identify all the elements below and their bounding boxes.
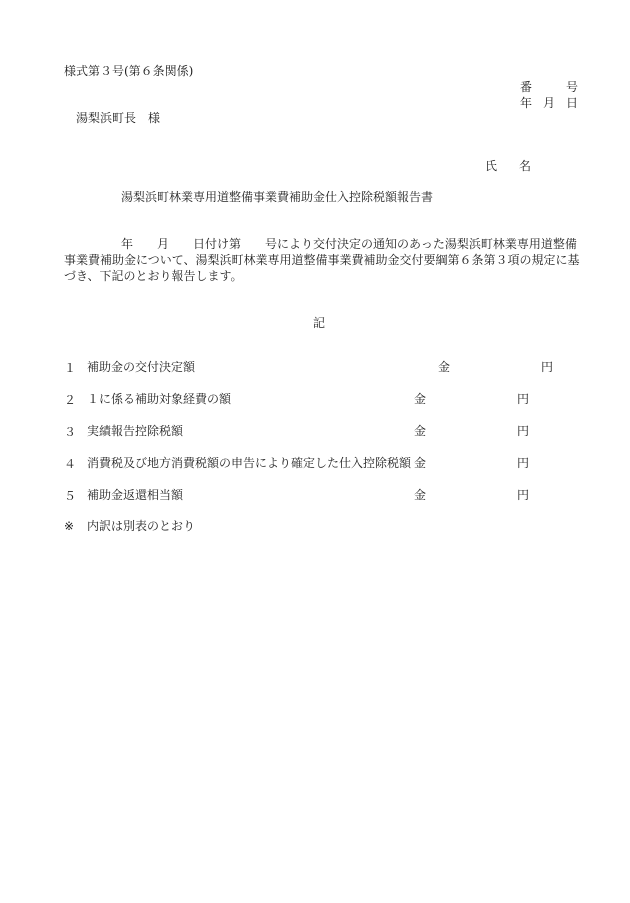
item-label: １に係る補助対象経費の額 [87, 392, 232, 406]
date-label-year: 年 [520, 96, 533, 110]
document-title: 湯梨浜町林業専用道整備事業費補助金仕入控除税額報告書 [121, 190, 434, 204]
date-label-month: 月 [543, 96, 556, 110]
ki-heading: 記 [313, 316, 326, 330]
date-label-day: 日 [566, 96, 579, 110]
item-label: 補助金の交付決定額 [87, 360, 196, 374]
list-item [0, 391, 630, 407]
item-number: １ [64, 361, 77, 375]
body-line-1: 年 月 日付け第 号により交付決定の通知のあった湯梨浜町林業専用道整備 [121, 237, 577, 251]
item-kin: 金 [438, 360, 451, 374]
number-label-go: 号 [566, 80, 579, 94]
list-item [0, 423, 630, 439]
name-label-shi: 氏 [485, 159, 498, 173]
item-en: 円 [517, 488, 530, 502]
item-label: 消費税及び地方消費税額の申告により確定した仕入控除税額 [87, 456, 412, 470]
item-kin: 金 [414, 424, 427, 438]
item-label: 実績報告控除税額 [87, 424, 184, 438]
body-line-3: づき、下記のとおり報告します。 [64, 269, 243, 283]
item-en: 円 [517, 424, 530, 438]
list-item [0, 359, 630, 375]
number-label-ban: 番 [520, 80, 533, 94]
list-item [0, 487, 630, 503]
item-en: 円 [517, 456, 530, 470]
item-kin: 金 [414, 488, 427, 502]
item-number: ５ [64, 489, 77, 503]
item-label: 補助金返還相当額 [87, 488, 184, 502]
item-kin: 金 [414, 392, 427, 406]
item-en: 円 [541, 360, 554, 374]
item-number: ３ [64, 425, 77, 439]
name-label-mei: 名 [519, 159, 532, 173]
note-text: 内訳は別表のとおり [87, 519, 196, 533]
item-kin: 金 [414, 456, 427, 470]
note-mark: ※ [64, 519, 75, 533]
body-line-2: 事業費補助金について、湯梨浜町林業専用道整備事業費補助金交付要綱第６条第３項の規定に基 [64, 253, 580, 267]
addressee: 湯梨浜町長 様 [76, 111, 161, 125]
item-number: ２ [64, 393, 77, 407]
item-en: 円 [517, 392, 530, 406]
item-number: ４ [64, 457, 77, 471]
list-item [0, 455, 630, 471]
form-number: 様式第３号(第６条関係) [64, 64, 194, 78]
